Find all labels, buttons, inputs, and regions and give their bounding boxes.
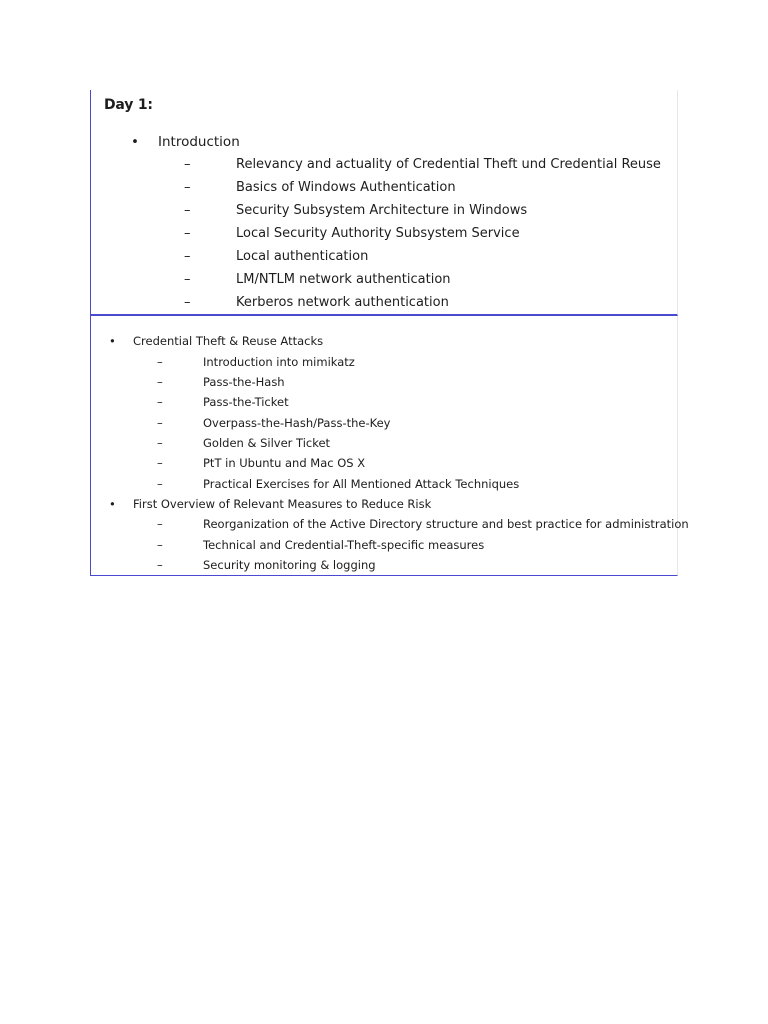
dash-icon: – <box>157 538 163 552</box>
dash-icon: – <box>157 517 163 531</box>
attacks-subitem-label: Overpass-the-Hash/Pass-the-Key <box>203 416 391 430</box>
attacks-subitem-label: Golden & Silver Ticket <box>203 436 331 450</box>
bullet-icon: • <box>109 497 116 511</box>
dash-icon: – <box>184 249 191 264</box>
attacks-subitem-label: Practical Exercises for All Mentioned Attack Techniques <box>203 477 520 491</box>
intro-subitem-label: Basics of Windows Authentication <box>236 180 456 195</box>
measures-subitem-label: Technical and Credential-Theft-specific measures <box>203 538 485 552</box>
intro-subitem-label: Kerberos network authentication <box>236 295 449 310</box>
attacks-bullet-label: Credential Theft & Reuse Attacks <box>133 334 324 348</box>
dash-icon: – <box>184 295 191 310</box>
dash-icon: – <box>184 157 191 172</box>
dash-icon: – <box>157 558 163 572</box>
attacks-subitem-label: Pass-the-Hash <box>203 375 285 389</box>
dash-icon: – <box>184 272 191 287</box>
intro-subitem-label: LM/NTLM network authentication <box>236 272 451 287</box>
dash-icon: – <box>157 416 163 430</box>
dash-icon: – <box>157 456 163 470</box>
dash-icon: – <box>157 395 163 409</box>
dash-icon: – <box>184 226 191 241</box>
intro-subitem-label: Relevancy and actuality of Credential Theft und Credential Reuse <box>236 157 661 172</box>
measures-subitem-label: Security monitoring & logging <box>203 558 376 572</box>
bullet-icon: • <box>109 334 116 348</box>
day-title: Day 1: <box>104 97 153 113</box>
intro-bullet-label: Introduction <box>158 134 240 150</box>
dash-icon: – <box>184 180 191 195</box>
bullet-icon: • <box>131 134 139 150</box>
intro-subitem-label: Local authentication <box>236 249 369 264</box>
intro-subitem-label: Local Security Authority Subsystem Service <box>236 226 520 241</box>
measures-subitem-label: Reorganization of the Active Directory structure and best practice for administration <box>203 517 689 531</box>
dash-icon: – <box>157 477 163 491</box>
attacks-subitem-label: PtT in Ubuntu and Mac OS X <box>203 456 366 470</box>
dash-icon: – <box>184 203 191 218</box>
dash-icon: – <box>157 355 163 369</box>
dash-icon: – <box>157 436 163 450</box>
attacks-measures-block <box>90 316 689 576</box>
measures-bullet-label: First Overview of Relevant Measures to Reduce Risk <box>133 497 432 511</box>
attacks-subitem-label: Pass-the-Ticket <box>203 395 289 409</box>
dash-icon: – <box>157 375 163 389</box>
intro-subitem-label: Security Subsystem Architecture in Windows <box>236 203 528 218</box>
attacks-subitem-label: Introduction into mimikatz <box>203 355 355 369</box>
day1-intro-block <box>90 90 678 316</box>
